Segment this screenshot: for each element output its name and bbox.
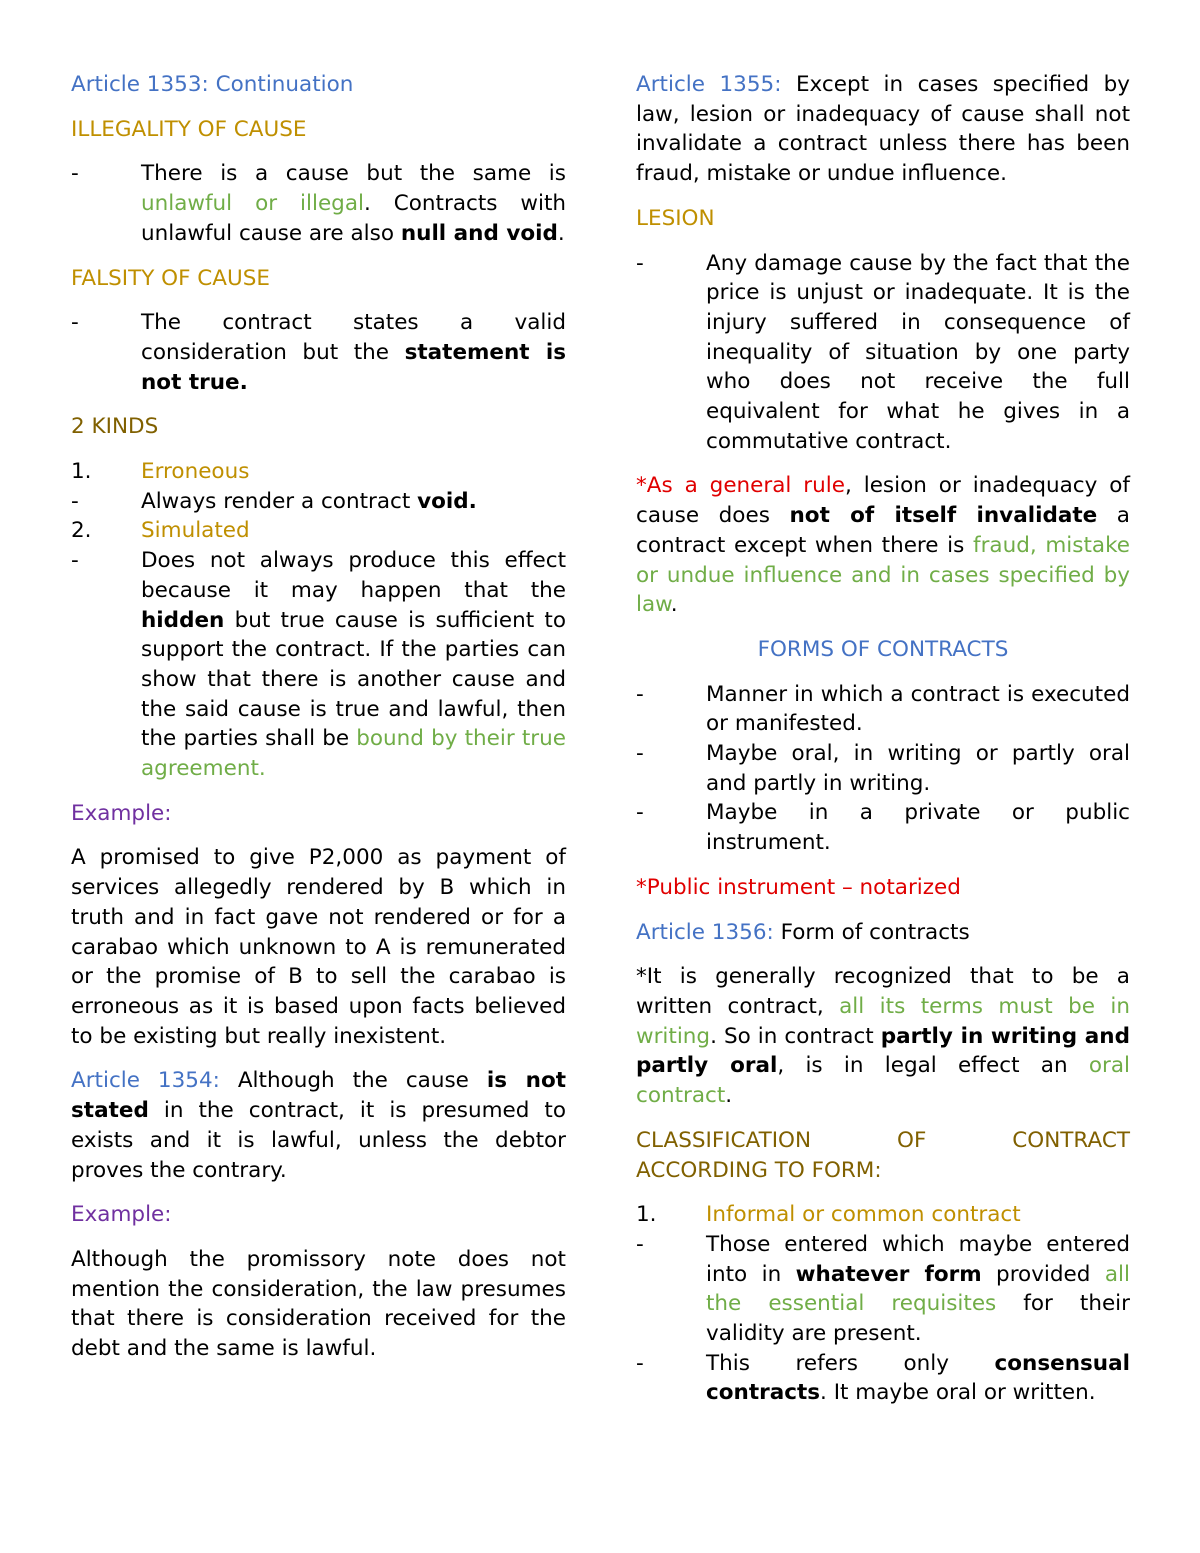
informal-bullet	[636, 1230, 1130, 1349]
article-1354-paragraph: Article 1354: Although the cause is not stated in the contract, it is presumed to exists and it is lawful, unless the debtor proves the contrary.	[71, 1068, 566, 1183]
falsity-bullet	[71, 308, 566, 397]
article-1353-title: Article 1353: Continuation	[71, 72, 354, 97]
bullet-text: Does not always produce this effect because it may happen that the hidden but true cause is sufficient to support the contract. If the parties can show that there is another cause and the said cause is true and lawful, then the parties shall be bound by their true agreement.	[141, 548, 566, 782]
illegality-heading: ILLEGALITY OF CAUSE	[71, 116, 307, 142]
informal-bullet	[636, 1349, 1130, 1408]
general-rule-paragraph: *As a general rule, lesion or inadequacy of cause does not of itself invalidate a contract except when there is fraud, mistake or undue influence and in cases specified by law.	[636, 473, 1130, 618]
classification-heading-line1: CLASSIFICATION OF CONTRACT	[636, 1127, 1130, 1153]
example-label: Example:	[71, 1202, 172, 1228]
list-number: 1.	[71, 459, 92, 485]
forms-bullet	[636, 680, 1130, 739]
falsity-heading: FALSITY OF CAUSE	[71, 265, 270, 291]
lesion-heading: LESION	[636, 205, 715, 231]
article-1355-paragraph: Article 1355: Except in cases specified by law, lesion or inadequacy of cause shall not invalidate a contract unless there has been fraud, mistake or undue influence.	[636, 72, 1130, 187]
forms-bullet	[636, 739, 1130, 798]
bullet-marker: -	[636, 681, 644, 707]
example-text: Although the promissory note does not mention the consideration, the law presumes that there is consideration received for the debt and the same is lawful.	[71, 1246, 566, 1362]
bullet-marker: -	[71, 548, 79, 574]
bullet-text: Maybe oral, in writing or partly oral and partly in writing.	[706, 741, 1130, 796]
bullet-marker: -	[636, 1231, 644, 1257]
list-number: 1.	[636, 1202, 657, 1228]
bullet-text: This refers only consensual contracts. It maybe oral or written.	[706, 1350, 1130, 1406]
example-text: A promised to give P2,000 as payment of services allegedly rendered by B which in truth and in fact gave not rendered or for a carabao which unknown to A is remunerated or the promise of B to sell the carabao is erroneous as it is based upon facts believed to be existing but really inexistent.	[71, 845, 566, 1049]
bullet-marker: -	[636, 250, 644, 276]
bullet-marker: -	[71, 488, 79, 514]
bullet-text: Any damage cause by the fact that the price is unjust or inadequate. It is the injury suffered in consequence of inequality of situation by one party who does not receive the full equivalent for what he gives in a commutative contract.	[706, 250, 1130, 454]
left-column	[71, 70, 566, 1364]
bullet-marker: -	[636, 1350, 644, 1376]
bullet-marker: -	[636, 800, 644, 826]
recognized-paragraph: *It is generally recognized that to be a written contract, all its terms must be in writing. So in contract partly in writing and partly oral, is in legal effect an oral contract.	[636, 964, 1131, 1109]
bullet-text: Always render a contract void.	[141, 488, 477, 514]
informal-label: Informal or common contract	[706, 1202, 1021, 1228]
bullet-text: Manner in which a contract is executed or manifested.	[706, 681, 1130, 737]
forms-bullet	[636, 798, 1130, 857]
list-number: 2.	[71, 518, 92, 544]
bullet-marker: -	[71, 310, 79, 336]
classification-heading-line2: ACCORDING TO FORM:	[636, 1157, 882, 1183]
kinds-heading: 2 KINDS	[71, 414, 159, 440]
bullet-text: The contract states a valid consideration but the statement is not true.	[141, 310, 566, 395]
right-column	[636, 70, 1130, 1408]
public-instrument-note: *Public instrument – notarized	[636, 874, 961, 900]
bullet-text: Maybe in a private or public instrument.	[706, 800, 1130, 856]
bullet-text: There is a cause but the same is unlawful or illegal. Contracts with unlawful cause are also null and void.	[141, 161, 567, 246]
article-1356-paragraph: Article 1356: Form of contracts	[636, 919, 970, 945]
forms-heading: FORMS OF CONTRACTS	[757, 636, 1009, 662]
bullet-marker: -	[636, 741, 644, 767]
lesion-bullet	[636, 249, 1130, 457]
kind-label: Erroneous	[141, 459, 250, 485]
kind-item-simulated	[71, 516, 566, 546]
kind-item-erroneous	[71, 457, 566, 487]
kind-bullet-simulated	[71, 546, 566, 784]
classification-heading	[636, 1126, 1130, 1185]
bullet-text: Those entered which maybe entered into in whatever form provided all the essential requisites for their validity are present.	[706, 1231, 1130, 1347]
illegality-bullet	[71, 159, 566, 248]
informal-contract-item	[636, 1200, 1130, 1230]
bullet-marker: -	[71, 161, 79, 187]
kind-bullet-erroneous	[71, 487, 566, 517]
kind-label: Simulated	[141, 518, 250, 544]
example-label: Example:	[71, 800, 172, 826]
